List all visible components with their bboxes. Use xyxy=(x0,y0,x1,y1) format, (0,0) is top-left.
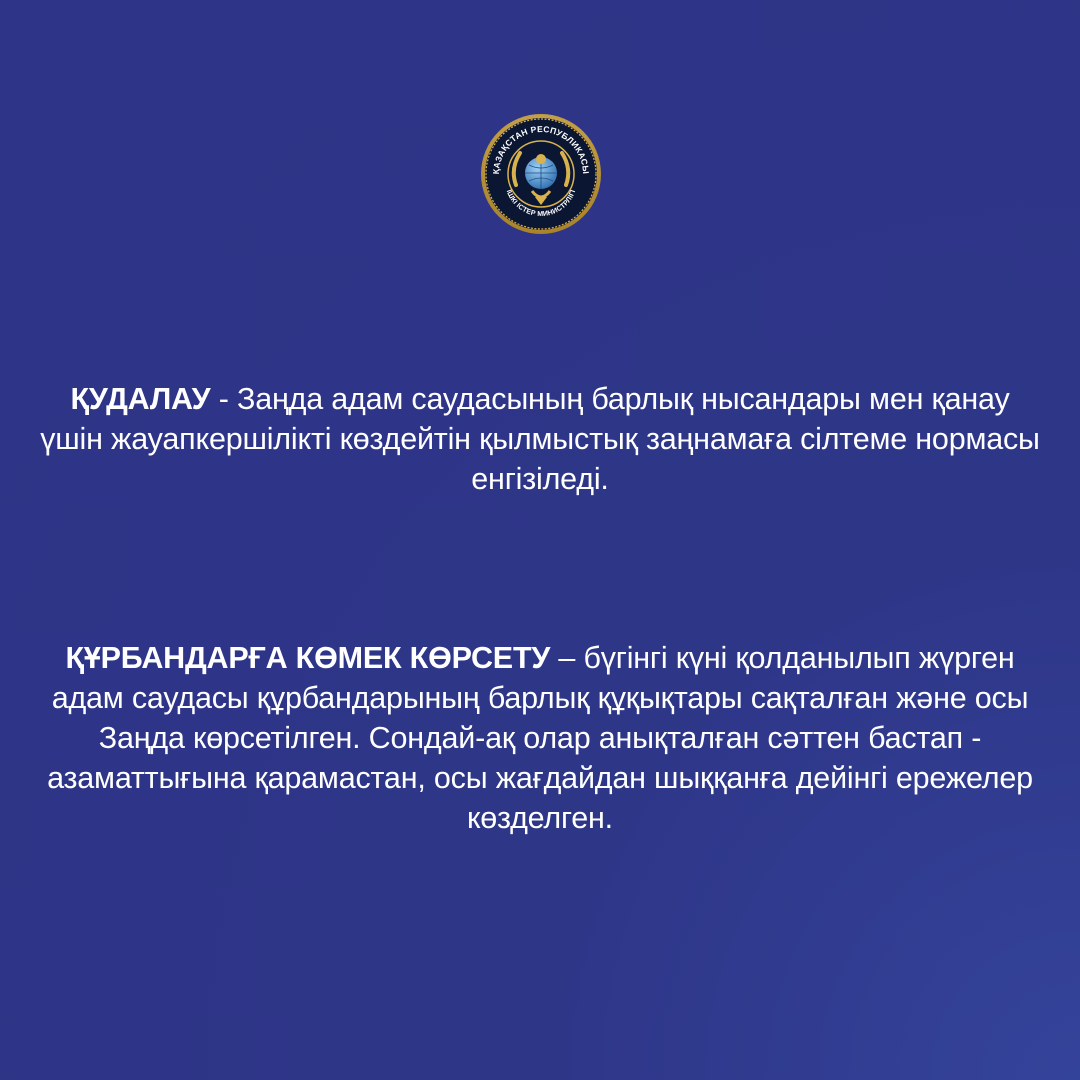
ministry-emblem-icon xyxy=(480,113,602,235)
victim-assistance-paragraph xyxy=(40,638,1040,838)
emblem-bottom-text: ІШКІ ІСТЕР МИНИСТРЛІГІ xyxy=(504,189,578,219)
prosecution-paragraph xyxy=(40,379,1040,499)
victim-assistance-term: ҚҰРБАНДАРҒА КӨМЕК КӨРСЕТУ xyxy=(65,641,551,675)
victim-assistance-text: – бүгінгі күні қолданылып жүрген адам саудасы құрбандарының барлық құқықтары сақталған және осы Заңда көрсетілген. Сондай-ақ олар анықталған сәттен бастап - азаматтығына қарамастан, осы жағдайдан шыққанға дейінгі ережелер көзделген. xyxy=(47,641,1033,835)
prosecution-term: ҚУДАЛАУ xyxy=(70,382,211,416)
prosecution-text: - Заңда адам саудасының барлық нысандары мен қанау үшін жауапкершілікті көздейтін қылмыстық заңнамаға сілтеме нормасы енгізіледі. xyxy=(40,382,1040,496)
emblem-top-text: ҚАЗАҚСТАН РЕСПУБЛИКАСЫ xyxy=(490,123,592,175)
ministry-emblem xyxy=(480,113,602,235)
